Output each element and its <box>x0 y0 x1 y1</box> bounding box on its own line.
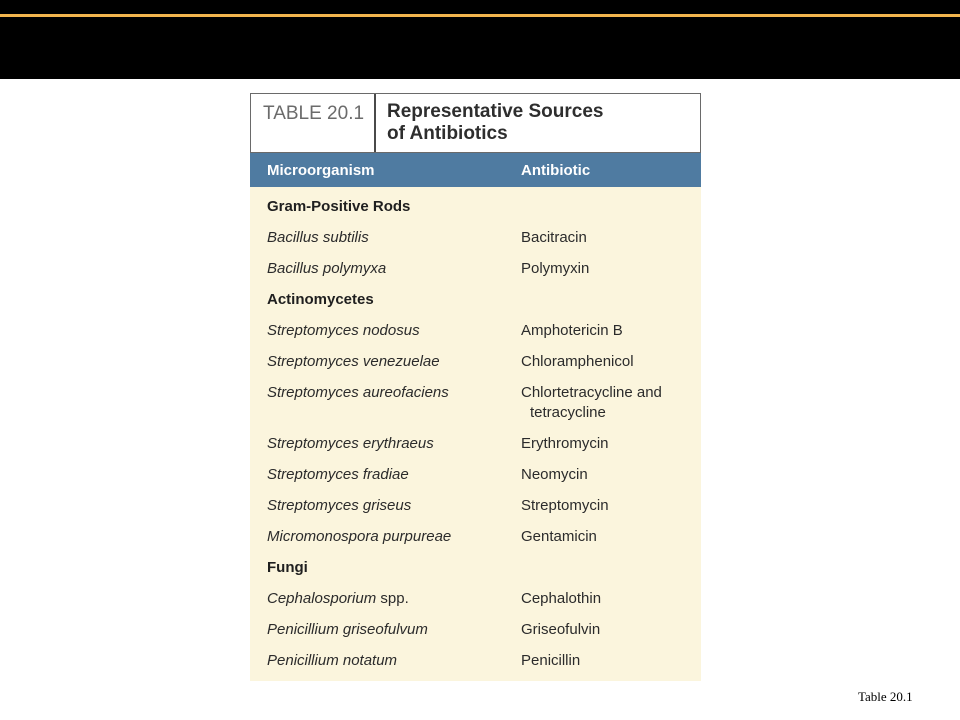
accent-line <box>0 14 960 17</box>
antibiotic-name: Erythromycin <box>521 435 609 452</box>
antibiotic-name: Griseofulvin <box>521 621 601 638</box>
antibiotic-name: Polymyxin <box>521 260 590 277</box>
antibiotic-cell <box>521 527 696 547</box>
organism-cell: Penicillium griseofulvum <box>267 621 428 638</box>
table-row <box>250 218 701 249</box>
antibiotic-cell <box>521 589 696 609</box>
table-title-line-1: Representative Sources <box>387 101 604 122</box>
table-row <box>250 486 701 517</box>
antibiotic-name: Chlortetracycline and <box>521 384 662 401</box>
section-heading: Actinomycetes <box>267 291 374 308</box>
title-bar <box>0 0 960 79</box>
organism-cell: Streptomyces erythraeus <box>267 435 434 452</box>
antibiotic-cell <box>521 465 696 485</box>
organism-cell: Streptomyces venezuelae <box>267 353 440 370</box>
section-row <box>250 187 701 218</box>
antibiotic-cell <box>521 496 696 516</box>
slide-caption: Table 20.1 <box>858 689 913 704</box>
column-header-row <box>250 153 701 187</box>
antibiotic-cell <box>521 383 696 423</box>
table-header-box <box>250 93 701 153</box>
section-heading: Fungi <box>267 559 308 576</box>
table-row <box>250 424 701 455</box>
organism-cell: Bacillus subtilis <box>267 229 369 246</box>
column-header-microorganism: Microorganism <box>267 162 375 179</box>
table-row <box>250 641 701 672</box>
antibiotic-name: Cephalothin <box>521 590 602 607</box>
antibiotic-name: Gentamicin <box>521 528 597 545</box>
antibiotic-cell <box>521 352 696 372</box>
antibiotic-name: Bacitracin <box>521 229 587 246</box>
organism-cell: Streptomyces nodosus <box>267 322 420 339</box>
organism-cell: Streptomyces griseus <box>267 497 412 514</box>
organism-cell: Cephalosporium spp. <box>267 590 409 607</box>
table-body <box>250 187 701 672</box>
table-row <box>250 610 701 641</box>
antibiotic-name: Chloramphenicol <box>521 353 634 370</box>
table-row <box>250 311 701 342</box>
antibiotic-cell <box>521 434 696 454</box>
section-heading: Gram-Positive Rods <box>267 198 411 215</box>
antibiotic-cell <box>521 620 696 640</box>
table-number: TABLE 20.1 <box>251 94 376 152</box>
antibiotic-cell <box>521 228 696 248</box>
organism-cell: Streptomyces aureofaciens <box>267 384 449 401</box>
antibiotic-name-continued: tetracycline <box>530 404 606 421</box>
table-title-line-2: of Antibiotics <box>387 123 508 144</box>
antibiotic-name: Neomycin <box>521 466 588 483</box>
antibiotic-cell <box>521 259 696 279</box>
column-header-antibiotic: Antibiotic <box>521 162 591 179</box>
antibiotic-name: Streptomycin <box>521 497 609 514</box>
table-row <box>250 517 701 548</box>
table-row <box>250 579 701 610</box>
organism-cell: Micromonospora purpureae <box>267 528 452 545</box>
antibiotics-table <box>250 93 701 681</box>
organism-cell: Bacillus polymyxa <box>267 260 387 277</box>
section-row <box>250 548 701 579</box>
table-row <box>250 249 701 280</box>
antibiotic-cell <box>521 651 696 671</box>
antibiotic-name: Penicillin <box>521 652 581 669</box>
antibiotic-name: Amphotericin B <box>521 322 623 339</box>
table-row <box>250 455 701 486</box>
table-row <box>250 342 701 373</box>
organism-cell: Streptomyces fradiae <box>267 466 409 483</box>
antibiotic-cell <box>521 321 696 341</box>
table-title <box>387 101 687 145</box>
section-row <box>250 280 701 311</box>
organism-cell: Penicillium notatum <box>267 652 398 669</box>
table-row <box>250 373 701 424</box>
